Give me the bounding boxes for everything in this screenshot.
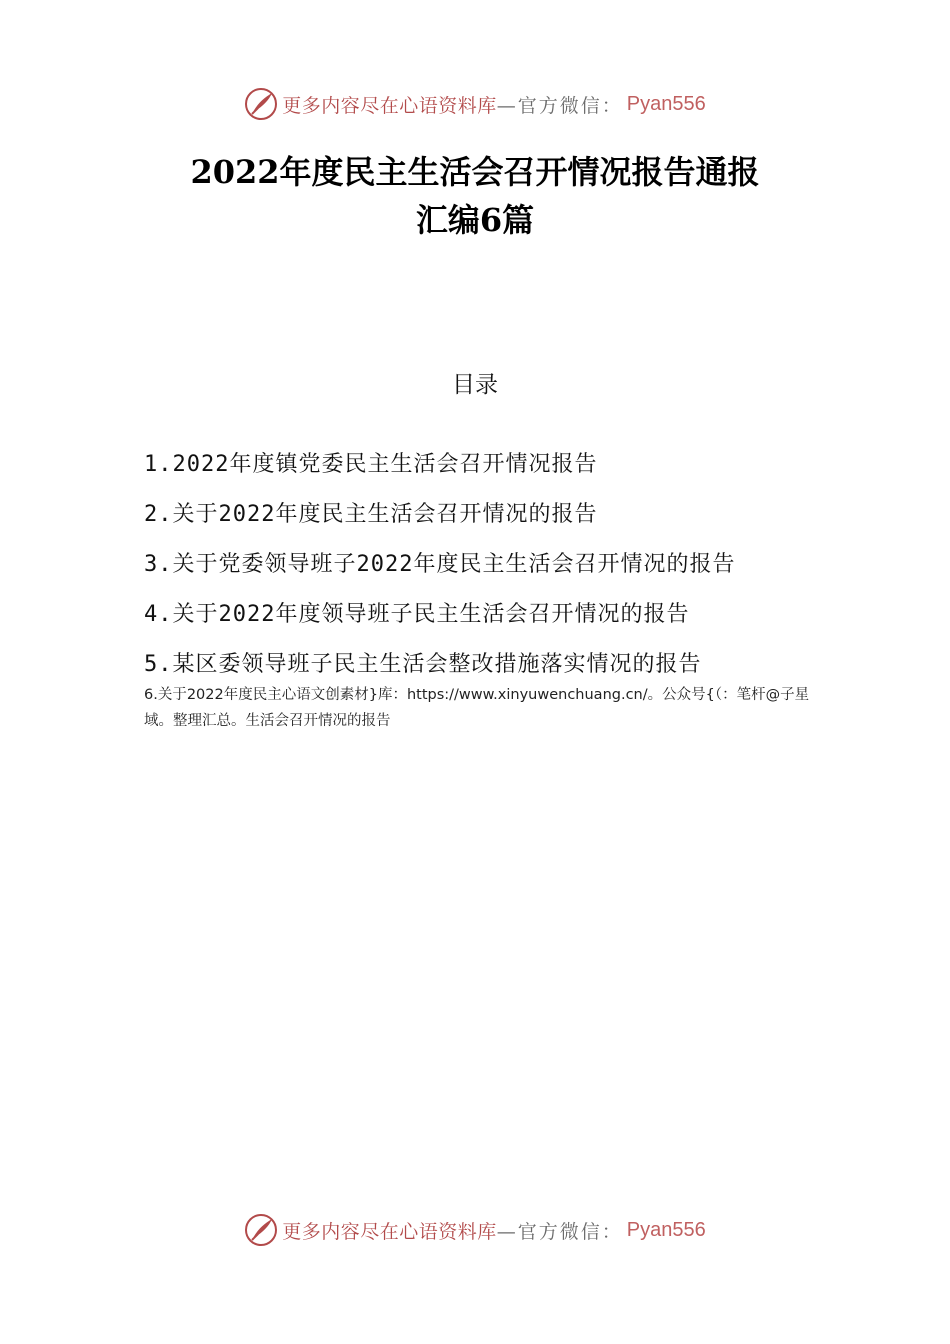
header-banner — [0, 84, 950, 124]
banner-wechat-id: Pyan556 — [626, 92, 706, 115]
toc-list — [144, 440, 824, 690]
footer-banner — [0, 1210, 950, 1250]
document-title — [0, 148, 950, 244]
toc-item-1[interactable]: 1.2022年度镇党委民主生活会召开情况报告 — [144, 452, 598, 477]
toc-heading: 目录 — [452, 372, 498, 398]
toc-item-5[interactable]: 5.某区委领导班子民主生活会整改措施落实情况的报告 — [144, 652, 702, 677]
toc-item-2[interactable]: 2.关于2022年度民主生活会召开情况的报告 — [144, 502, 598, 527]
document-title-line-1: 2022年度民主生活会召开情况报告通报 — [190, 153, 760, 191]
feather-pen-logo-icon — [244, 1213, 278, 1247]
footer-wechat-id: Pyan556 — [626, 1218, 706, 1241]
banner-official-label: —官方微信： — [496, 94, 623, 117]
toc-item-6[interactable]: 6.关于2022年度民主心语文创素材}库：https://www.xinyuwenchuang.cn/。公众号{（：笔杆@子星域。整理汇总。生活会召开情况的报告 — [144, 687, 810, 729]
banner-site-name: 更多内容尽在心语资料库 — [282, 94, 497, 117]
toc-item-3[interactable]: 3.关于党委领导班子2022年度民主生活会召开情况的报告 — [144, 552, 736, 577]
footer-site-name: 更多内容尽在心语资料库 — [282, 1220, 497, 1243]
feather-pen-logo-icon — [244, 87, 278, 121]
footer-official-label: —官方微信： — [496, 1220, 623, 1243]
toc-item-4[interactable]: 4.关于2022年度领导班子民主生活会召开情况的报告 — [144, 602, 690, 627]
document-title-line-2: 汇编6篇 — [415, 201, 535, 239]
